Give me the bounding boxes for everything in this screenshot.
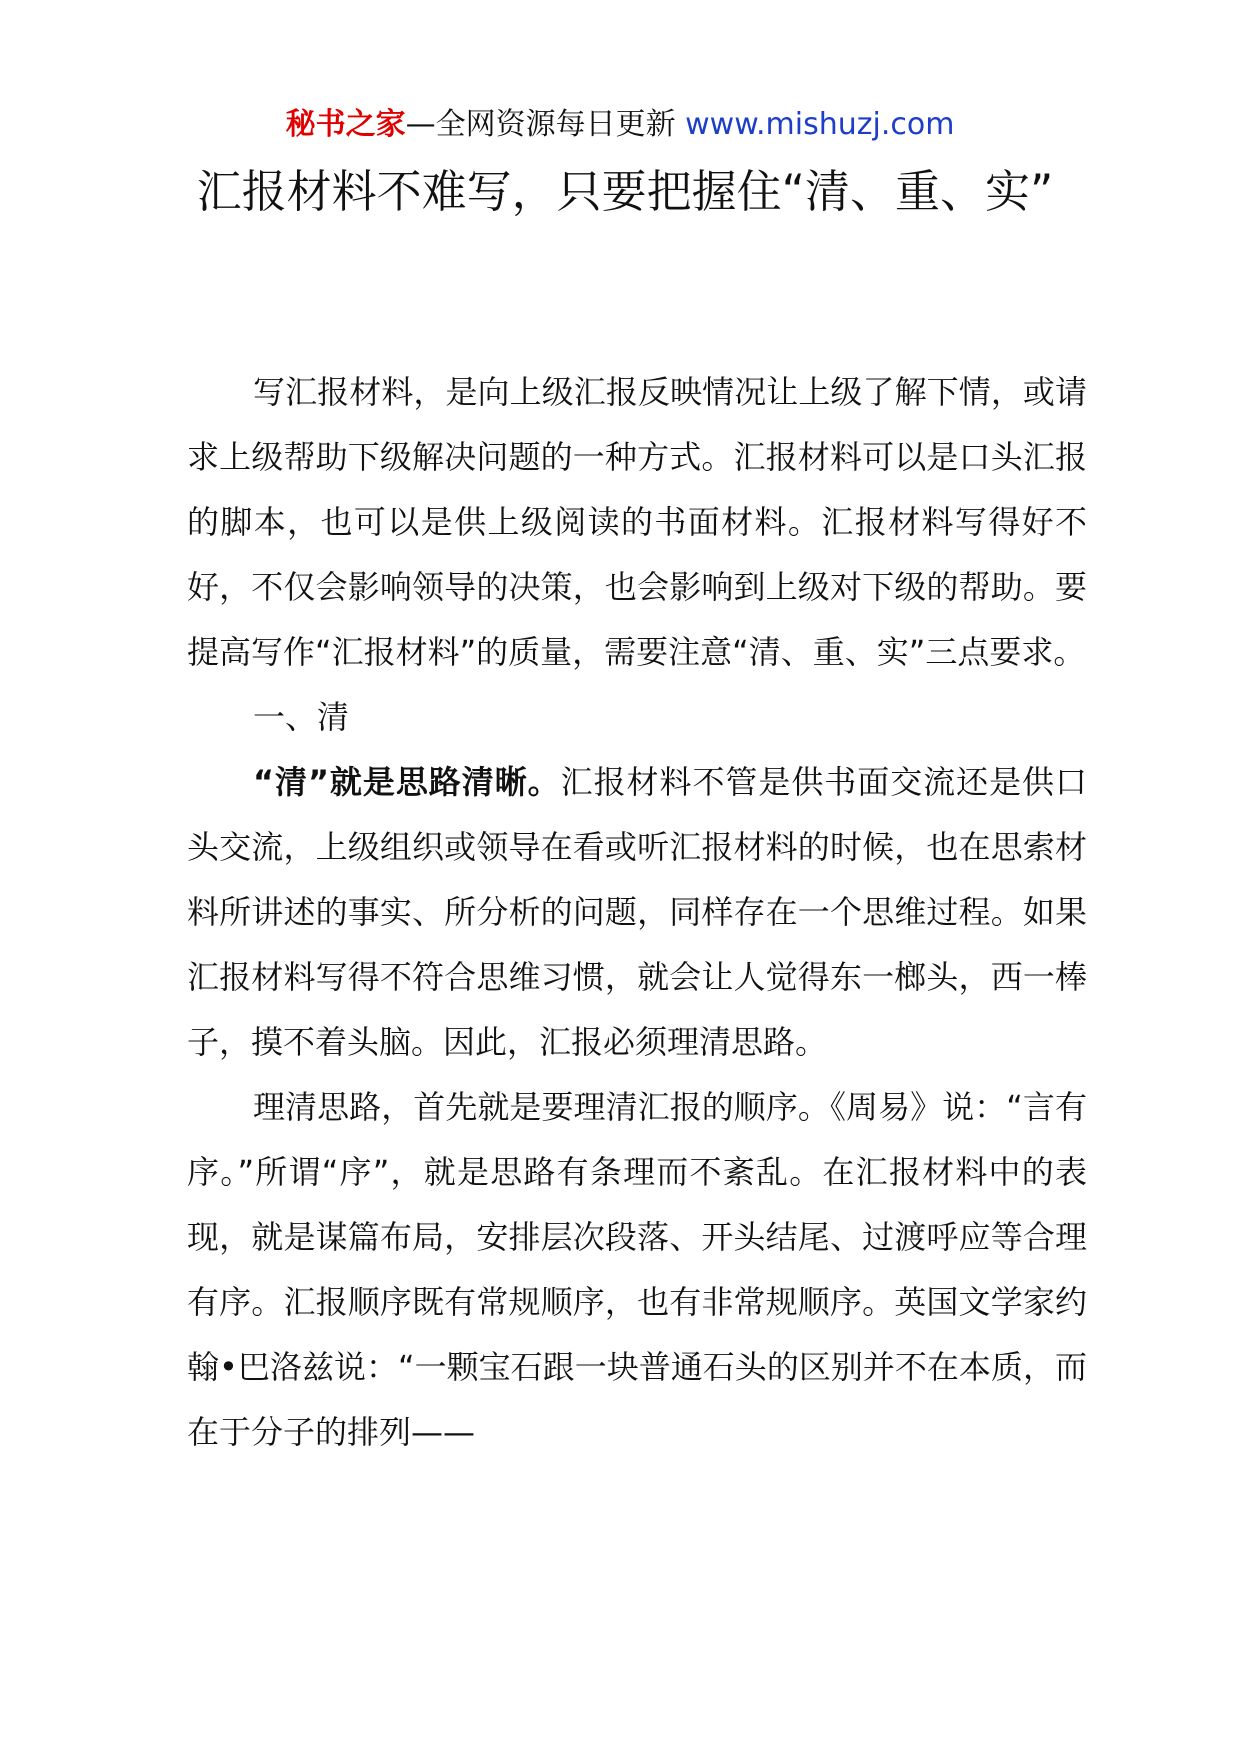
section1-lead-text: 汇报材料不管是供书面交流还是供口头交流，上级组织或领导在看或听汇报材料的时候，也在思索材料所讲述的事实、所分析的问题，同样存在一个思维过程。如果汇报材料写得不符合思维习惯，就会让人觉得东一榔头，西一棒子，摸不着头脑。因此，汇报必须理清思路。: [187, 763, 1087, 1061]
intro-paragraph: 写汇报材料，是向上级汇报反映情况让上级了解下情，或请求上级帮助下级解决问题的一种方式。汇报材料可以是口头汇报的脚本，也可以是供上级阅读的书面材料。汇报材料写得好不好，不仅会影响领导的决策，也会影响到上级对下级的帮助。要提高写作“汇报材料”的质量，需要注意“清、重、实”三点要求。: [187, 373, 1087, 671]
site-header: [0, 103, 1240, 147]
document-body: [187, 360, 1087, 1465]
brand-name: 秘书之家: [285, 107, 406, 142]
section1-lead-bold: “清”就是思路清晰。: [253, 763, 561, 801]
section1-paragraph-1: [187, 750, 1087, 1075]
section-heading-1: 一、清: [253, 698, 350, 736]
site-url-link[interactable]: www.mishuzj.com: [685, 107, 955, 142]
header-tagline: —全网资源每日更新: [405, 107, 676, 142]
document-title: 汇报材料不难写，只要把握住“清、重、实”: [196, 165, 1054, 218]
section1-paragraph-2: 理清思路，首先就是要理清汇报的顺序。《周易》说：“言有序。”所谓“序”，就是思路有条理而不紊乱。在汇报材料中的表现，就是谋篇布局，安排层次段落、开头结尾、过渡呼应等合理有序。汇报顺序既有常规顺序，也有非常规顺序。英国文学家约翰•巴洛兹说：“一颗宝石跟一块普通石头的区别并不在本质，而在于分子的排列——: [187, 1088, 1087, 1451]
